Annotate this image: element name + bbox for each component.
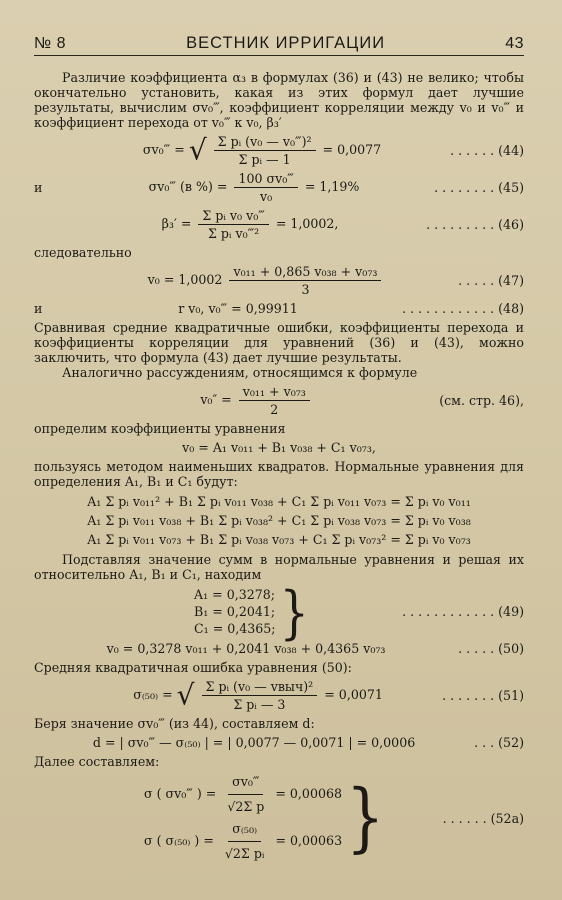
eq47-denominator: 3	[301, 282, 310, 297]
normal-equation: A₁ Σ pᵢ v₀₁₁ v₀₃₈ + B₁ Σ pᵢ v₀₃₈² + C₁ Σ pᵢ v₀₃₈ v₀₇₃ = Σ pᵢ v₀ v₀₃₈	[87, 513, 471, 528]
eq45-label: . . . . . . . . (45)	[434, 180, 524, 195]
right-brace: }	[279, 577, 309, 646]
eq45-conjunction: и	[34, 180, 43, 195]
equation-45	[34, 171, 524, 204]
eq52a-l2-numerator: σ₍₅₀₎	[228, 818, 261, 842]
eq48-expression: r v₀, v₀‴ = 0,99911	[178, 301, 298, 316]
eq50-label: . . . . . (50)	[458, 641, 524, 656]
eq47-lhs: v₀ = 1,0002	[147, 272, 223, 287]
paragraph-5: пользуясь методом наименьших квадратов. Нормальные уравнения для определения A₁, B₁ и C₁ будут:	[34, 459, 524, 489]
eq52a-l2-lhs: σ ( σ₍₅₀₎ ) =	[144, 833, 214, 848]
eq52a-l1-rhs: = 0,00068	[275, 786, 342, 801]
eq48-label: . . . . . . . . . . . . (48)	[402, 301, 524, 316]
article-body	[34, 70, 524, 865]
eq51-numerator: Σ pᵢ (v₀ — vвыч)²	[202, 679, 318, 696]
equation-47	[34, 264, 524, 297]
eqref-fraction	[239, 384, 310, 417]
paragraph-2: Сравнивая средние квадратичные ошибки, коэффициенты перехода и коэффициенты корреляции для уравнений (36) и (43), можно заключить, что формула (43) дает лучшие результаты.	[34, 320, 524, 365]
paragraph-1: Различие коэффициента α₃ в формулах (36) и (43) не велико; чтобы окончательно установить, какая из этих формул дает лучшие результаты, вычислим σv₀‴, коэффициент корреляции между v₀ и v₀‴ и коэффициент перехода от v₀‴ к v₀, β₃′	[34, 70, 524, 130]
equation-44	[34, 134, 524, 167]
equation-46	[34, 208, 524, 241]
eq44-lhs: σv₀‴ =	[142, 142, 185, 157]
eq44-fraction	[214, 134, 316, 167]
sqrt-symbol: √	[176, 678, 195, 712]
eq51-denominator: Σ pᵢ — 3	[233, 697, 286, 712]
equation-48	[34, 301, 524, 316]
normal-equations	[34, 492, 524, 549]
right-brace: }	[346, 774, 385, 862]
paragraph-4: определим коэффициенты уравнения	[34, 421, 286, 436]
eq52a-l2-denominator: √2Σ pᵢ	[224, 846, 265, 861]
eq52a-line-2	[144, 818, 342, 865]
paragraph-3: Аналогично рассуждениям, относящимся к формуле	[62, 365, 418, 380]
eqref-numerator: v₀₁₁ + v₀₇₃	[239, 384, 310, 401]
eq48-conjunction: и	[34, 301, 43, 316]
eq46-label: . . . . . . . . . (46)	[426, 217, 524, 232]
eq45-lhs: σv₀‴ (в %) =	[148, 179, 228, 194]
page-number: 43	[505, 35, 524, 52]
eq50-expression: v₀ = 0,3278 v₀₁₁ + 0,2041 v₀₃₈ + 0,4365 v₀₇₃	[106, 641, 386, 656]
eqref-label: (см. стр. 46),	[439, 393, 524, 408]
equation-52a	[34, 771, 524, 865]
eq45-rhs: = 1,19%	[304, 179, 360, 194]
eq47-numerator: v₀₁₁ + 0,865 v₀₃₈ + v₀₇₃	[229, 264, 381, 281]
eq52a-l2-rhs: = 0,00063	[275, 833, 343, 848]
eqref-denominator: 2	[270, 402, 279, 417]
eq52a-l1-denominator: √2Σ p	[227, 799, 265, 814]
eq46-numerator: Σ pᵢ v₀ v₀‴	[198, 208, 268, 225]
eq45-denominator: v₀	[260, 189, 273, 204]
eq44-denominator: Σ pᵢ — 1	[238, 152, 291, 167]
equation-49	[34, 577, 524, 646]
paragraph-9: Далее составляем:	[34, 754, 160, 769]
eq47-fraction	[229, 264, 381, 297]
paragraph-6: Подставляя значение сумм в нормальные уравнения и решая их относительно A₁, B₁ и C₁, находим	[34, 552, 524, 582]
eq51-lhs: σ₍₅₀₎ =	[133, 687, 173, 702]
sqrt-symbol: √	[188, 133, 207, 167]
equation-51	[34, 679, 524, 712]
eq46-lhs: β₃′ =	[161, 216, 192, 231]
eq46-fraction	[198, 208, 268, 241]
eq44-label: . . . . . . (44)	[450, 143, 524, 158]
equation-reference	[34, 384, 524, 417]
eq46-rhs: = 1,0002,	[275, 216, 339, 231]
eq44-numerator: Σ pᵢ (v₀ — v₀‴)²	[214, 134, 316, 151]
eqref-lhs: v₀″ =	[200, 392, 232, 407]
eq51-rhs: = 0,0071	[324, 687, 383, 702]
normal-equation: A₁ Σ pᵢ v₀₁₁ v₀₇₃ + B₁ Σ pᵢ v₀₃₈ v₀₇₃ + C₁ Σ pᵢ v₀₇₃² = Σ pᵢ v₀ v₀₇₃	[87, 532, 471, 547]
issue-number: № 8	[34, 35, 67, 52]
eq52a-label: . . . . . . (52a)	[442, 810, 524, 826]
eq52a-l1-lhs: σ ( σv₀‴ ) =	[144, 786, 217, 801]
eq47-label: . . . . . (47)	[458, 273, 524, 288]
paragraph-7: Средняя квадратичная ошибка уравнения (50):	[34, 660, 352, 675]
eq52a-l1-numerator: σv₀‴	[228, 771, 263, 795]
coef-c1: C₁ = 0,4365;	[194, 621, 276, 636]
eq52a-line-1	[144, 771, 342, 818]
eq52-label: . . . (52)	[474, 735, 524, 750]
eq46-denominator: Σ pᵢ v₀‴²	[207, 226, 260, 241]
paragraph-8: Беря значение σv₀‴ (из 44), составляем d:	[34, 716, 315, 731]
journal-title: ВЕСТНИК ИРРИГАЦИИ	[186, 34, 386, 52]
eq44-rhs: = 0,0077	[322, 142, 382, 157]
eq52a-l1-fraction	[223, 771, 268, 818]
eq45-numerator: 100 σv₀‴	[234, 171, 297, 188]
equation-52	[34, 735, 524, 750]
linear-expression: v₀ = A₁ v₀₁₁ + B₁ v₀₃₈ + C₁ v₀₇₃,	[182, 440, 376, 455]
eq52-expression: d = | σv₀‴ — σ₍₅₀₎ | = | 0,0077 — 0,0071 | = 0,0006	[92, 735, 416, 750]
coef-a1: A₁ = 0,3278;	[194, 587, 276, 602]
coef-b1: B₁ = 0,2041;	[194, 604, 276, 619]
eq52a-l2-fraction	[221, 818, 269, 865]
eq45-fraction	[234, 171, 297, 204]
word-therefore: следовательно	[34, 245, 132, 260]
equation-linear	[34, 440, 524, 455]
running-header	[34, 34, 524, 56]
normal-equation: A₁ Σ pᵢ v₀₁₁² + B₁ Σ pᵢ v₀₁₁ v₀₃₈ + C₁ Σ pᵢ v₀₁₁ v₀₇₃ = Σ pᵢ v₀ v₀₁₁	[87, 494, 471, 509]
eq51-fraction	[202, 679, 318, 712]
eq51-label: . . . . . . . (51)	[442, 688, 524, 703]
eq49-label: . . . . . . . . . . . . (49)	[402, 604, 524, 619]
